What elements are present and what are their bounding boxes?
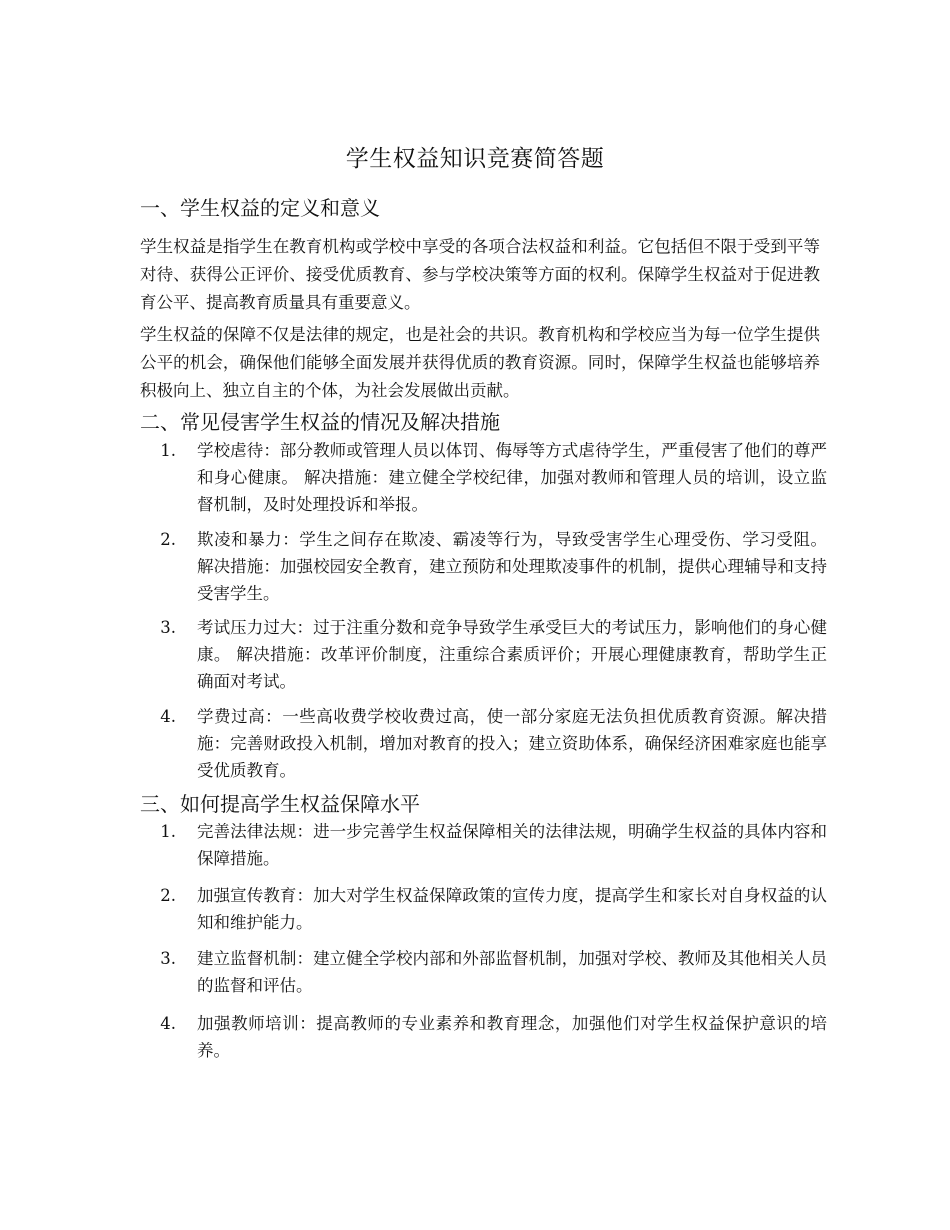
list-item-number: 1. xyxy=(160,822,176,841)
list-item-text: 考试压力过大：过于注重分数和竞争导致学生承受巨大的考试压力，影响他们的身心健康。 解决措施：改革评价制度，注重综合素质评价；开展心理健康教育，帮助学生正确面对考试。 xyxy=(197,618,827,691)
section-heading-1: 一、学生权益的定义和意义 xyxy=(140,196,380,220)
list-item-text: 加强教师培训：提高教师的专业素养和教育理念，加强他们对学生权益保护意识的培养。 xyxy=(197,1014,827,1060)
paragraph-definition: 学生权益是指学生在教育机构或学校中享受的各项合法权益和利益。它包括但不限于受到平等对待、获得公正评价、接受优质教育、参与学校决策等方面的权利。保障学生权益对于促进教育公平、提高教育质量具有重要意义。 xyxy=(140,237,820,312)
section-heading-2: 二、常见侵害学生权益的情况及解决措施 xyxy=(140,410,500,434)
list-item-number: 3. xyxy=(160,949,176,968)
list-item-text: 加强宣传教育：加大对学生权益保障政策的宣传力度，提高学生和家长对自身权益的认知和维护能力。 xyxy=(197,886,827,932)
document-title: 学生权益知识竞赛简答题 xyxy=(345,146,605,172)
list-item-number: 2. xyxy=(160,530,176,549)
list-item-number: 4. xyxy=(160,707,176,726)
list-item-number: 4. xyxy=(160,1014,176,1033)
paragraph-significance: 学生权益的保障不仅是法律的规定，也是社会的共识。教育机构和学校应当为每一位学生提供公平的机会，确保他们能够全面发展并获得优质的教育资源。同时，保障学生权益也能够培养积极向上、独立自主的个体，为社会发展做出贡献。 xyxy=(140,325,820,400)
section-heading-3: 三、如何提高学生权益保障水平 xyxy=(140,792,420,816)
list-item-number: 3. xyxy=(160,618,176,637)
list-item-text: 建立监督机制：建立健全学校内部和外部监督机制，加强对学校、教师及其他相关人员的监督和评估。 xyxy=(197,949,827,995)
list-item-text: 完善法律法规：进一步完善学生权益保障相关的法律法规，明确学生权益的具体内容和保障措施。 xyxy=(197,822,827,868)
list-item-number: 1. xyxy=(160,441,176,460)
list-item-text: 欺凌和暴力：学生之间存在欺凌、霸凌等行为，导致受害学生心理受伤、学习受阻。 解决措施：加强校园安全教育，建立预防和处理欺凌事件的机制，提供心理辅导和支持受害学生。 xyxy=(197,530,827,603)
list-item-number: 2. xyxy=(160,886,176,905)
list-item-text: 学费过高：一些高收费学校收费过高，使一部分家庭无法负担优质教育资源。解决措施：完善财政投入机制，增加对教育的投入；建立资助体系，确保经济困难家庭也能享受优质教育。 xyxy=(197,707,827,780)
list-item-text: 学校虐待：部分教师或管理人员以体罚、侮辱等方式虐待学生，严重侵害了他们的尊严和身心健康。 解决措施：建立健全学校纪律，加强对教师和管理人员的培训，设立监督机制，及时处理投诉和举报。 xyxy=(197,441,827,514)
